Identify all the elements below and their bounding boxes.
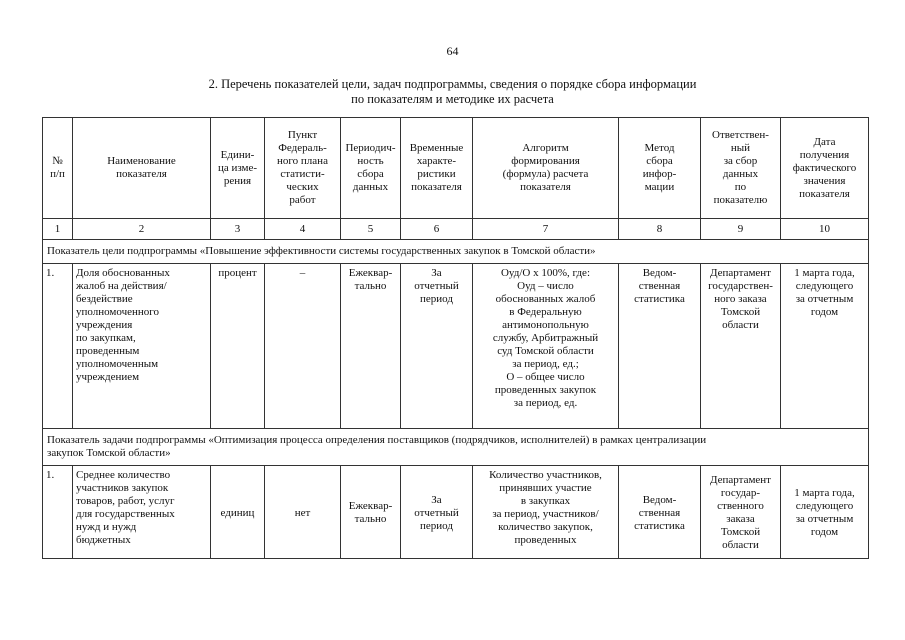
cell-line: данных — [722, 168, 759, 180]
cell-line: тально — [354, 513, 387, 525]
cell-line: Томской — [720, 526, 761, 538]
cell-line: статистика — [634, 293, 685, 305]
header-unit — [211, 118, 265, 219]
cell-line: проведенных — [514, 534, 577, 546]
cell-line: области — [722, 319, 759, 331]
cell-line: Департамент — [709, 267, 771, 279]
cell-line: Пункт — [287, 129, 318, 141]
cell-line: Департамент — [709, 474, 771, 486]
cell-line: уполномоченного — [76, 306, 160, 318]
indicators-table — [42, 117, 869, 559]
header-federal-plan-item — [265, 118, 341, 219]
cell-line: За — [431, 267, 442, 279]
table-row — [43, 466, 869, 559]
cell-line: тально — [354, 280, 387, 292]
section-row-task — [43, 429, 869, 466]
cell-date-received — [781, 264, 869, 429]
cell-line: государствен- — [708, 280, 773, 292]
cell-line: показателю — [713, 194, 768, 206]
cell-time-characteristics — [401, 264, 473, 429]
cell-line: за отчетным — [795, 513, 854, 525]
heading-line-1: 2. Перечень показателей цели, задач подпрограммы, сведения о порядке сбора информации — [208, 77, 697, 91]
cell-line: службу, Арбитражный — [492, 332, 599, 344]
section-task-line-1: Показатель задачи подпрограммы «Оптимизация процесса определения поставщиков (подрядчиков, исполнителей) в рамках централизации — [47, 434, 707, 446]
cell-line: обоснованных жалоб — [495, 293, 596, 305]
header-row — [43, 118, 869, 219]
cell-line: показателя — [411, 181, 462, 193]
header-indicator-name — [73, 118, 211, 219]
cell-line: период — [420, 519, 453, 532]
cell-line: 1 марта года, — [794, 487, 855, 499]
cell-line: 1. — [46, 469, 55, 481]
column-number-4: 4 — [265, 219, 341, 240]
header-number — [43, 118, 73, 219]
section-goal-text: Показатель цели подпрограммы «Повышение эффективности системы государственных закупок в Томской области» — [43, 240, 869, 264]
cell-line: мации — [644, 181, 675, 193]
cell-line: для государственных — [76, 508, 175, 520]
cell-line: инфор- — [642, 168, 677, 180]
cell-line: бездействие — [76, 293, 133, 305]
header-algorithm — [473, 118, 619, 219]
cell-algorithm — [473, 466, 619, 559]
cell-line: Среднее количество — [76, 469, 171, 481]
cell-line: по закупкам, — [76, 332, 136, 344]
cell-responsible — [701, 264, 781, 429]
cell-line: статисти- — [280, 168, 325, 180]
cell-line: государ- — [720, 487, 761, 499]
cell-line: Количество участников, — [489, 469, 602, 481]
cell-line: формирования — [511, 155, 580, 167]
cell-line: годом — [810, 526, 839, 538]
column-number-2: 2 — [73, 219, 211, 240]
cell-line: ный — [730, 142, 751, 154]
section-task-text — [43, 429, 869, 466]
cell-line: № — [52, 155, 63, 167]
column-number-row — [43, 219, 869, 240]
column-number-10: 10 — [781, 219, 869, 240]
cell-line: Томской — [720, 306, 761, 318]
cell-line: значения — [803, 174, 846, 187]
cell-line: за отчетным — [795, 293, 854, 305]
cell-line: Временные — [409, 142, 464, 154]
cell-line: процент — [218, 267, 257, 279]
cell-unit — [211, 264, 265, 429]
cell-line: в Федеральную — [509, 306, 582, 318]
column-number-9: 9 — [701, 219, 781, 240]
cell-line: области — [722, 539, 759, 551]
cell-line: годом — [810, 306, 839, 318]
cell-line: нет — [294, 506, 311, 519]
column-number-6: 6 — [401, 219, 473, 240]
cell-algorithm — [473, 264, 619, 429]
cell-collection-method — [619, 466, 701, 559]
cell-line: Ведом- — [642, 493, 677, 506]
cell-line: нужд и нужд — [76, 521, 137, 533]
column-number-5: 5 — [341, 219, 401, 240]
cell-line: Едини- — [220, 148, 255, 161]
cell-line: Алгоритм — [522, 142, 569, 154]
cell-line: За — [431, 493, 442, 506]
cell-line: количество закупок, — [498, 521, 593, 533]
column-number-8: 8 — [619, 219, 701, 240]
column-number-3: 3 — [211, 219, 265, 240]
heading-line-2: по показателям и методике их расчета — [351, 92, 554, 106]
cell-line: заказа — [726, 513, 755, 525]
cell-line: Метод — [644, 142, 675, 154]
cell-line: Оуд/О x 100%, где: — [500, 267, 590, 279]
cell-line: показателя — [520, 181, 571, 193]
header-responsible — [701, 118, 781, 219]
cell-periodicity — [341, 264, 401, 429]
cell-line: Наименование — [107, 155, 176, 167]
cell-line: проведенных закупок — [494, 384, 597, 396]
cell-line: Периодич- — [345, 142, 396, 154]
cell-time-characteristics — [401, 466, 473, 559]
header-periodicity — [341, 118, 401, 219]
cell-line: следующего — [795, 500, 854, 512]
cell-line: следующего — [795, 280, 854, 292]
cell-line: суд Томской области — [497, 345, 594, 357]
cell-line: ность — [357, 155, 384, 167]
cell-line: период — [420, 293, 453, 305]
cell-line: Оуд – число — [517, 280, 574, 292]
cell-number — [43, 264, 73, 429]
cell-line: ческих — [286, 181, 319, 193]
cell-line: О – общее число — [506, 371, 585, 383]
cell-line: характе- — [416, 155, 457, 167]
cell-line: единиц — [220, 506, 255, 519]
section-task-line-2: закупок Томской области» — [47, 447, 171, 459]
cell-line: в закупках — [520, 495, 571, 507]
cell-line: Ежеквар- — [348, 500, 393, 512]
cell-line: уполномоченным — [76, 358, 159, 370]
cell-line: Доля обоснованных — [76, 267, 170, 279]
cell-line: показателя — [116, 168, 167, 180]
cell-line: фактического — [792, 161, 857, 174]
cell-line: товаров, работ, услуг — [76, 495, 175, 507]
cell-periodicity — [341, 466, 401, 559]
cell-indicator-name — [73, 466, 211, 559]
cell-line: за период, ед.; — [512, 358, 579, 370]
cell-line: сбора — [357, 168, 384, 180]
cell-line: принявших участие — [499, 482, 592, 494]
header-time-characteristics — [401, 118, 473, 219]
cell-line: отчетный — [414, 506, 459, 519]
cell-line: Федераль- — [278, 142, 327, 154]
cell-line: 1 марта года, — [794, 267, 855, 279]
cell-line: Ответствен- — [712, 129, 769, 141]
cell-line: (формула) расчета — [502, 168, 589, 180]
header-date-received — [781, 118, 869, 219]
cell-line: отчетный — [414, 280, 459, 292]
cell-line: п/п — [50, 168, 65, 180]
cell-line: получения — [799, 148, 850, 161]
cell-responsible — [701, 466, 781, 559]
cell-indicator-name — [73, 264, 211, 429]
cell-line: ца изме- — [217, 161, 258, 174]
cell-date-received — [781, 466, 869, 559]
cell-line: 1. — [46, 267, 55, 279]
cell-line: за сбор — [723, 155, 758, 167]
cell-federal-plan-item — [265, 264, 341, 429]
cell-line: проведенным — [76, 345, 140, 357]
page-number: 64 — [446, 44, 459, 58]
cell-line: Ежеквар- — [348, 267, 393, 279]
cell-line: статистика — [634, 519, 685, 532]
cell-line: ственная — [638, 506, 681, 519]
cell-line: бюджетных — [76, 534, 131, 546]
table-heading — [0, 77, 905, 107]
cell-line: жалоб на действия/ — [76, 280, 167, 292]
cell-line: ного заказа — [714, 293, 767, 305]
cell-unit — [211, 466, 265, 559]
cell-line: показателя — [799, 187, 850, 200]
cell-line: Дата — [813, 135, 836, 148]
cell-line: учреждения — [76, 319, 133, 331]
cell-line: данных — [352, 181, 389, 193]
cell-line: Ведом- — [642, 267, 677, 279]
cell-line: участников закупок — [76, 482, 169, 494]
cell-federal-plan-item — [265, 466, 341, 559]
cell-number — [43, 466, 73, 559]
cell-line: – — [299, 267, 306, 279]
header-collection-method — [619, 118, 701, 219]
cell-line: ристики — [417, 168, 456, 180]
cell-line: сбора — [646, 155, 673, 167]
column-number-1: 1 — [43, 219, 73, 240]
cell-line: учреждением — [76, 371, 140, 383]
cell-collection-method — [619, 264, 701, 429]
cell-line: за период, участников/ — [492, 508, 599, 520]
cell-line: антимонопольную — [502, 319, 589, 331]
cell-line: ственного — [717, 500, 764, 512]
cell-line: работ — [289, 194, 316, 206]
table-row — [43, 264, 869, 429]
section-row-goal — [43, 240, 869, 264]
cell-line: по — [734, 181, 747, 193]
cell-line: ственная — [638, 280, 681, 292]
cell-line: ного плана — [277, 155, 328, 167]
column-number-7: 7 — [473, 219, 619, 240]
cell-line: за период, ед. — [513, 397, 578, 409]
cell-line: рения — [223, 174, 252, 187]
